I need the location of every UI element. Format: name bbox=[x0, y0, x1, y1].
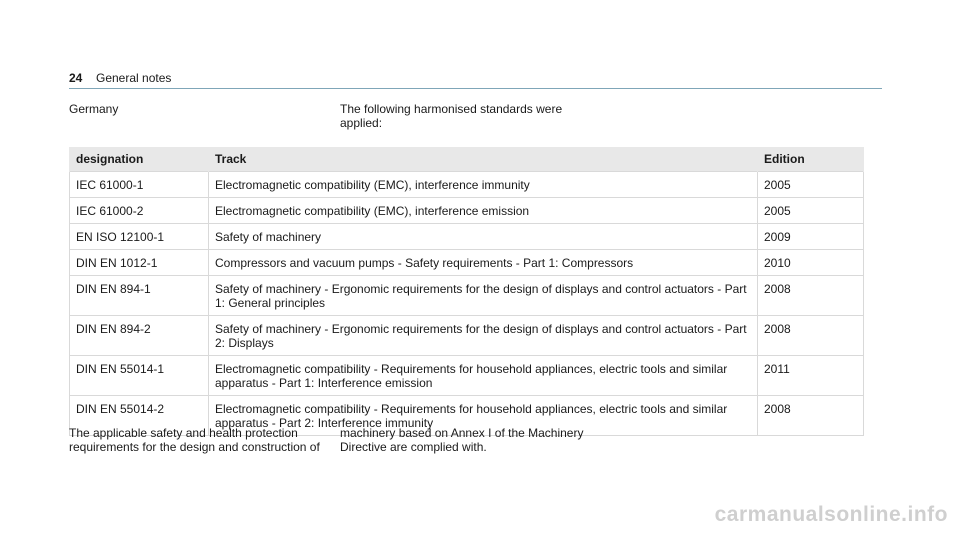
table-row bbox=[70, 276, 864, 316]
table-row bbox=[70, 224, 864, 250]
header-designation: designation bbox=[70, 147, 209, 172]
cell-designation: DIN EN 894-1 bbox=[70, 276, 209, 316]
cell-track: Safety of machinery - Ergonomic requirements for the design of displays and control actuators - Part 2: Displays bbox=[209, 316, 758, 356]
compliance-text-right: machinery based on Annex I of the Machinery Directive are complied with. bbox=[340, 426, 584, 454]
page-number: 24 bbox=[69, 71, 83, 85]
cell-track: Safety of machinery - Ergonomic requirements for the design of displays and control actuators - Part 1: General principles bbox=[209, 276, 758, 316]
header-track: Track bbox=[209, 147, 758, 172]
country-label: Germany bbox=[69, 102, 119, 116]
section-title: General notes bbox=[96, 71, 172, 85]
standards-table bbox=[69, 147, 864, 436]
table-header-row bbox=[70, 147, 864, 172]
cell-edition: 2008 bbox=[758, 276, 864, 316]
cell-designation: IEC 61000-2 bbox=[70, 198, 209, 224]
header-edition: Edition bbox=[758, 147, 864, 172]
cell-edition: 2009 bbox=[758, 224, 864, 250]
cell-designation: DIN EN 1012-1 bbox=[70, 250, 209, 276]
table-row bbox=[70, 316, 864, 356]
cell-edition: 2008 bbox=[758, 396, 864, 436]
cell-designation: EN ISO 12100-1 bbox=[70, 224, 209, 250]
table-row bbox=[70, 356, 864, 396]
cell-edition: 2005 bbox=[758, 172, 864, 198]
cell-track: Compressors and vacuum pumps - Safety requirements - Part 1: Compressors bbox=[209, 250, 758, 276]
cell-designation: DIN EN 55014-2 bbox=[70, 396, 209, 436]
cell-edition: 2011 bbox=[758, 356, 864, 396]
standards-statement: The following harmonised standards were applied: bbox=[340, 102, 563, 130]
page-header bbox=[69, 70, 882, 89]
compliance-text-left: The applicable safety and health protection requirements for the design and construction of bbox=[69, 426, 320, 454]
cell-track: Safety of machinery bbox=[209, 224, 758, 250]
cell-designation: DIN EN 894-2 bbox=[70, 316, 209, 356]
cell-designation: IEC 61000-1 bbox=[70, 172, 209, 198]
table-row bbox=[70, 250, 864, 276]
cell-edition: 2010 bbox=[758, 250, 864, 276]
cell-track: Electromagnetic compatibility (EMC), interference emission bbox=[209, 198, 758, 224]
table-row bbox=[70, 198, 864, 224]
cell-edition: 2005 bbox=[758, 198, 864, 224]
cell-track: Electromagnetic compatibility (EMC), interference immunity bbox=[209, 172, 758, 198]
cell-designation: DIN EN 55014-1 bbox=[70, 356, 209, 396]
cell-track: Electromagnetic compatibility - Requirements for household appliances, electric tools and similar apparatus - Part 1: Interference emission bbox=[209, 356, 758, 396]
table-row bbox=[70, 172, 864, 198]
cell-edition: 2008 bbox=[758, 316, 864, 356]
cell-track: Electromagnetic compatibility - Requirements for household appliances, electric tools and similar apparatus - Part 2: Interference immunity bbox=[209, 396, 758, 436]
watermark: carmanualsonline.info bbox=[714, 503, 948, 526]
